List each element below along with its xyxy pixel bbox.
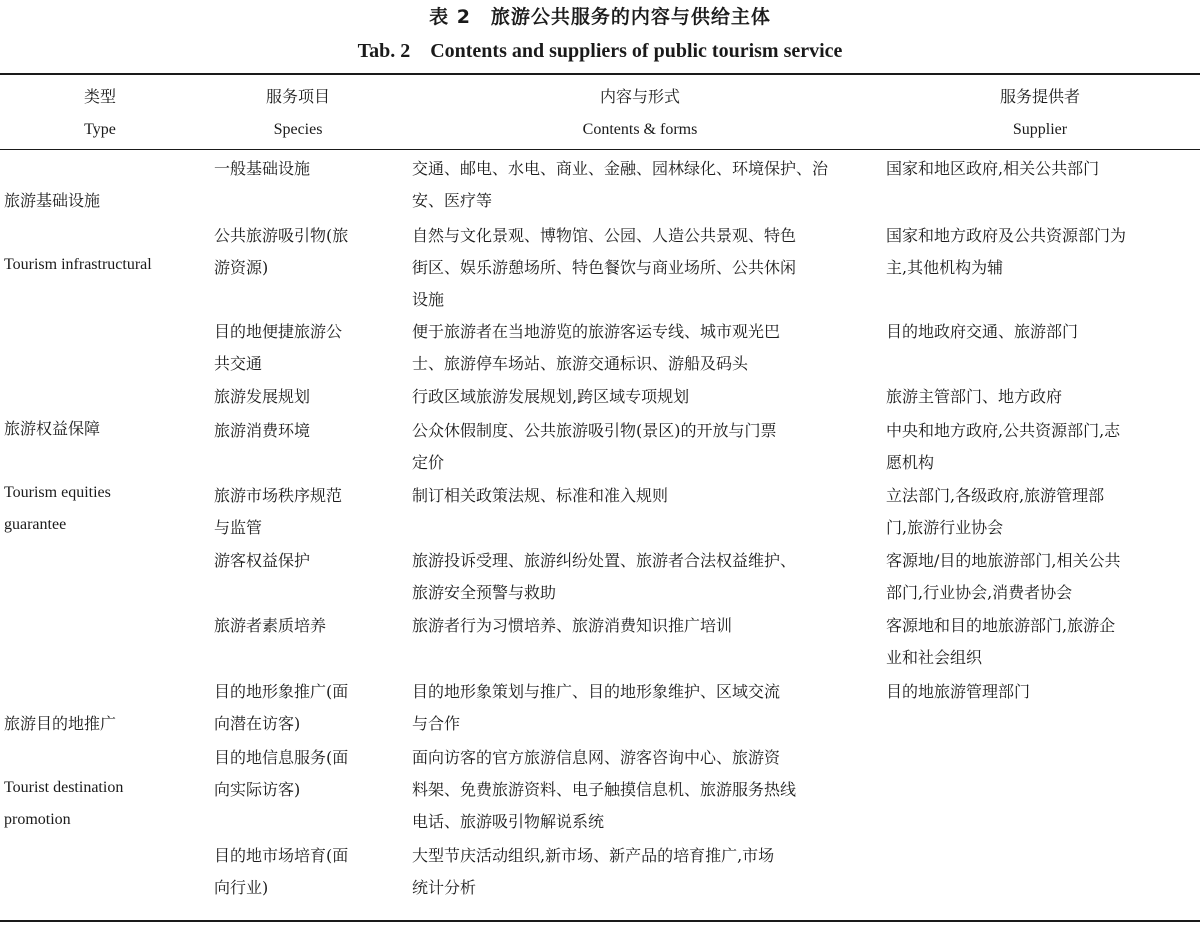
header-contents (410, 80, 870, 146)
header-species-en: Species (273, 121, 323, 138)
table-row-species: 旅游发展规划 (214, 387, 311, 406)
group-label-en: Tourism equities guarantee (4, 484, 111, 533)
table-bottom-rule (0, 920, 1200, 922)
table-row-species: 公共旅游吸引物(旅 游资源) (214, 226, 349, 277)
table-row-species: 旅游市场秩序规范 与监管 (214, 486, 343, 537)
table-row-content: 目的地形象策划与推广、目的地形象维护、区域交流 与合作 (412, 682, 781, 733)
group-label-en: Tourism infrastructural (4, 256, 152, 273)
table-row-species: 目的地便捷旅游公 共交通 (214, 322, 343, 373)
table-row-content: 公众休假制度、公共旅游吸引物(景区)的开放与门票 定价 (412, 421, 777, 472)
table-row-content: 便于旅游者在当地游览的旅游客运专线、城市观光巴 士、旅游停车场站、旅游交通标识、游船及码头 (412, 322, 781, 373)
group-equities (4, 381, 200, 573)
table-row-content: 自然与文化景观、博物馆、公园、人造公共景观、特色 街区、娱乐游憩场所、特色餐饮与商业场所、公共休闲 设施 (412, 226, 797, 309)
table-row-content: 面向访客的官方旅游信息网、游客咨询中心、旅游资 料架、免费旅游资料、电子触摸信息机、旅游服务热线 电话、旅游吸引物解说系统 (412, 748, 797, 831)
group-infrastructure (4, 153, 200, 313)
group-label-en: Tourist destination promotion (4, 779, 124, 828)
table-row-species: 目的地信息服务(面 向实际访客) (214, 748, 349, 799)
group-label-cn: 旅游目的地推广 (4, 714, 117, 733)
table-row-supplier: 旅游主管部门、地方政府 (886, 387, 1063, 406)
header-type (0, 80, 200, 146)
header-species-cn: 服务项目 (265, 87, 330, 106)
table-row-content: 交通、邮电、水电、商业、金融、园林绿化、环境保护、治 安、医疗等 (412, 159, 829, 210)
table-row-supplier: 中央和地方政府,公共资源部门,志 愿机构 (886, 421, 1121, 472)
header-contents-en: Contents & forms (582, 121, 698, 138)
table-row-supplier: 客源地/目的地旅游部门,相关公共 部门,行业协会,消费者协会 (886, 551, 1121, 602)
table-row-content: 旅游者行为习惯培养、旅游消费知识推广培训 (412, 616, 733, 635)
header-supplier-en: Supplier (1012, 121, 1068, 138)
table-row-supplier: 国家和地方政府及公共资源部门为 主,其他机构为辅 (886, 226, 1127, 277)
table-row-content: 旅游投诉受理、旅游纠纷处置、旅游者合法权益维护、 旅游安全预警与救助 (412, 551, 797, 602)
header-supplier (880, 80, 1200, 146)
header-supplier-cn: 服务提供者 (999, 87, 1080, 106)
table-row-species: 旅游者素质培养 (214, 616, 327, 635)
table-row-species: 游客权益保护 (214, 551, 311, 570)
table-header-rule (0, 149, 1200, 150)
table-top-rule (0, 73, 1200, 75)
table-row-supplier: 国家和地区政府,相关公共部门 (886, 159, 1100, 178)
table-row-content: 行政区域旅游发展规划,跨区域专项规划 (412, 387, 690, 406)
table-row-content: 制订相关政策法规、标准和准入规则 (412, 486, 669, 505)
group-label-cn: 旅游基础设施 (4, 191, 101, 210)
table-row-species: 目的地市场培育(面 向行业) (214, 846, 349, 897)
table-row-supplier: 立法部门,各级政府,旅游管理部 门,旅游行业协会 (886, 486, 1105, 537)
table-row-species: 目的地形象推广(面 向潜在访客) (214, 682, 349, 733)
table-row-supplier: 目的地政府交通、旅游部门 (886, 322, 1079, 341)
table-row-supplier: 目的地旅游管理部门 (886, 682, 1031, 701)
group-label-cn: 旅游权益保障 (4, 419, 101, 438)
header-contents-cn: 内容与形式 (599, 87, 680, 106)
header-species (198, 80, 398, 146)
table-row-content: 大型节庆活动组织,新市场、新产品的培育推广,市场 统计分析 (412, 846, 775, 897)
group-promotion (4, 676, 200, 868)
table-row-species: 一般基础设施 (214, 159, 311, 178)
table-title-chinese: 表 2 旅游公共服务的内容与供给主体 (429, 6, 771, 28)
table-row-species: 旅游消费环境 (214, 421, 311, 440)
header-type-cn: 类型 (83, 87, 116, 106)
table-title-english: Tab. 2 Contents and suppliers of public tourism service (357, 40, 843, 62)
table-row-supplier: 客源地和目的地旅游部门,旅游企 业和社会组织 (886, 616, 1116, 667)
header-type-en: Type (84, 121, 116, 138)
